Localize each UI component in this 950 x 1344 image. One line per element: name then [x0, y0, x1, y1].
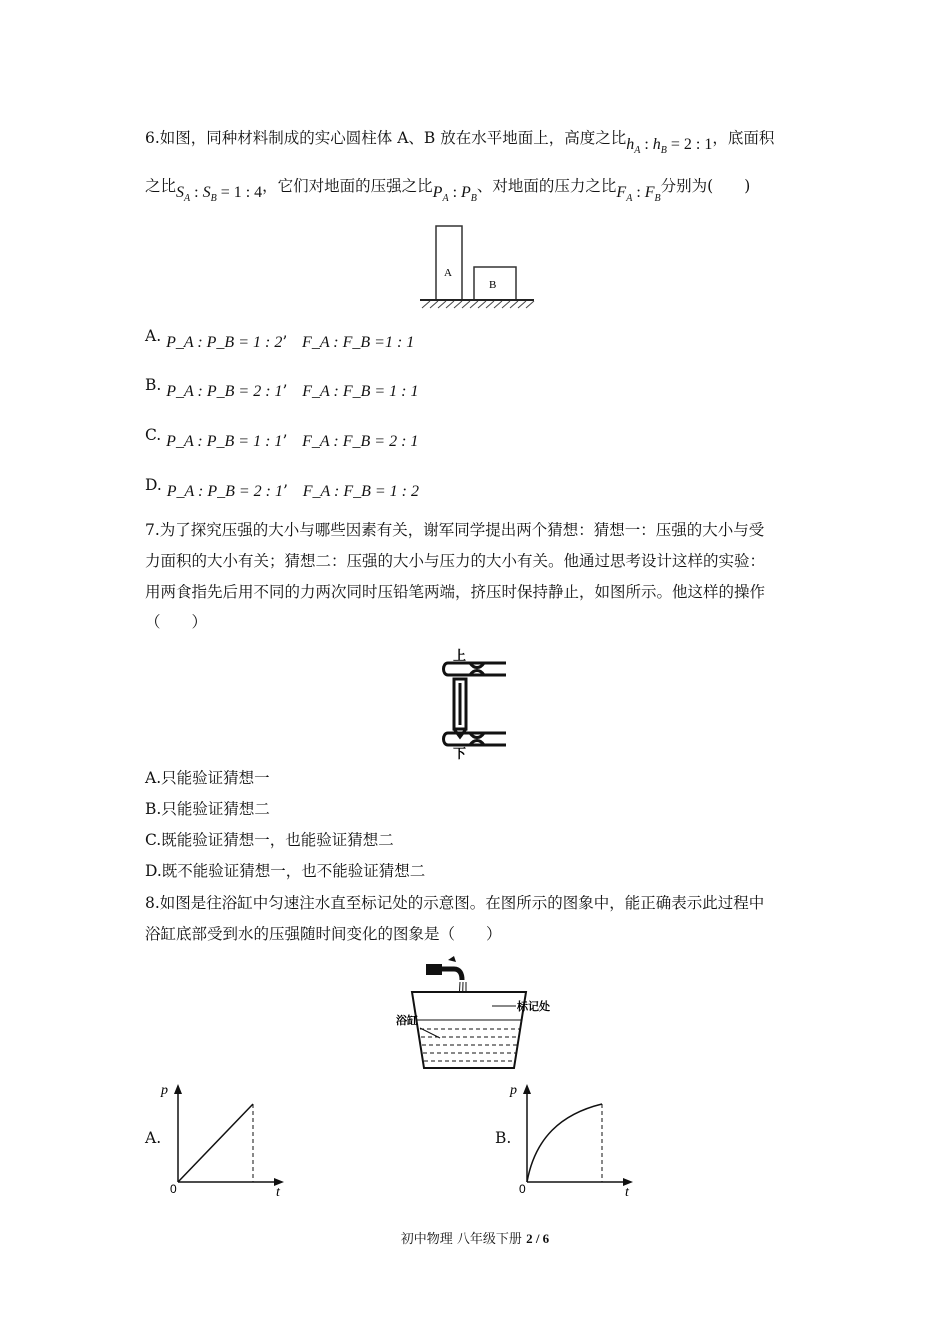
q6-text-2-end: 分别为( ): [660, 177, 751, 195]
q6-text-1-end: ，底面积: [712, 129, 775, 147]
q6-text-1: 6.如图，同种材料制成的实心圆柱体 A、B 放在水平地面上，高度之比: [145, 129, 627, 147]
q6-cylinder-figure: [418, 222, 536, 312]
page-number: 2 / 6: [526, 1231, 550, 1246]
q6-text-2-mid1: ，它们对地面的压强之比: [262, 177, 433, 195]
q6-option-c[interactable]: C. P_A : P_B = 1 : 1’ F_A : F_B = 2 : 1: [145, 426, 419, 450]
q6-line-1: [145, 128, 774, 155]
label-a: A: [444, 267, 452, 279]
label-bottom: 下: [453, 747, 467, 762]
faucet-handle: [426, 964, 442, 975]
q7-line-1: 7.为了探究压强的大小与哪些因素有关，谢军同学提出两个猜想：猜想一：压强的大小与受: [145, 521, 765, 539]
q6-text-2-start: 之比: [145, 177, 177, 195]
y-arrow: [523, 1084, 531, 1094]
q8-option-a[interactable]: A.: [145, 1129, 162, 1147]
label-mark: 标记处: [517, 1000, 550, 1013]
option-label: B.: [145, 376, 162, 394]
q7-line-4: （ ）: [145, 613, 208, 631]
q8-option-b[interactable]: B.: [495, 1129, 512, 1147]
q8-graph-a: [161, 1080, 290, 1200]
q8-line-1: 8.如图是往浴缸中匀速注水直至标记处的示意图。在图所示的图象中，能正确表示此过程中: [145, 894, 765, 912]
q6-ratio-f: $F_A$ : $F_B$: [616, 184, 661, 204]
footer-text: 初中物理 八年级下册: [400, 1232, 527, 1247]
cylinder-a: [436, 226, 462, 300]
q7-option-d[interactable]: D.既不能验证猜想一，也不能验证猜想二: [145, 862, 426, 880]
option-force: F_A : F_B = 1 : 1: [302, 383, 419, 400]
origin-label: 0: [170, 1182, 177, 1196]
q6-option-b[interactable]: B. P_A : P_B = 2 : 1’ F_A : F_B = 1 : 1: [145, 376, 419, 400]
option-pressure: P_A : P_B = 2 : 1: [166, 383, 283, 400]
label-tub: 浴缸: [396, 1014, 418, 1027]
y-label: p: [161, 1083, 168, 1098]
q8-graph-b: [510, 1080, 639, 1200]
label-b: B: [489, 279, 497, 291]
q6-ratio-p: $P_A$ : $P_B$: [432, 184, 477, 204]
q7-line-2: 力面积的大小有关；猜想二：压强的大小与压力的大小有关。他通过思考设计这样的实验：: [145, 552, 766, 570]
origin-label: 0: [519, 1182, 526, 1196]
q7-pencil-figure: [440, 645, 512, 760]
label-top: 上: [453, 649, 467, 664]
concave-curve: [527, 1104, 602, 1182]
q6-ratio-h: $h_A$ : $h_B = 2$ : 1: [626, 136, 713, 156]
bottom-finger: [444, 733, 507, 745]
option-force: F_A : F_B = 1 : 2: [302, 483, 419, 500]
option-force: F_A : F_B = 2 : 1: [302, 433, 419, 450]
option-label: D.: [145, 476, 162, 494]
faucet-knob: [448, 956, 456, 962]
option-pressure: P_A : P_B = 1 : 2: [166, 334, 283, 351]
page-footer: [0, 1228, 950, 1247]
ground-hatch: [422, 301, 534, 308]
q7-option-a[interactable]: A.只能验证猜想一: [145, 769, 270, 787]
option-pressure: P_A : P_B = 2 : 1: [166, 483, 284, 500]
x-label: t: [625, 1185, 629, 1200]
option-label: C.: [145, 426, 162, 444]
x-label: t: [276, 1185, 280, 1200]
q7-option-c[interactable]: C.既能验证猜想一，也能验证猜想二: [145, 831, 394, 849]
option-force: F_A : F_B =1 : 1: [302, 334, 415, 351]
option-label: A.: [145, 327, 162, 345]
q6-ratio-s: $S_A$ : $S_B = 1$ : 4: [176, 184, 263, 204]
option-pressure: P_A : P_B = 1 : 1: [166, 433, 283, 450]
linear-curve: [178, 1104, 253, 1182]
q6-line-2: [145, 176, 750, 203]
bathtub: [412, 992, 526, 1068]
top-finger: [444, 663, 507, 675]
y-arrow: [174, 1084, 182, 1094]
q7-option-b[interactable]: B.只能验证猜想二: [145, 800, 270, 818]
q6-option-a[interactable]: A. P_A : P_B = 1 : 2’ F_A : F_B =1 : 1: [145, 327, 415, 351]
y-label: p: [510, 1083, 517, 1098]
q6-option-d[interactable]: D. P_A : P_B = 2 : 1’ F_A : F_B = 1 : 2: [145, 476, 419, 500]
faucet-pipe: [442, 969, 462, 980]
q8-line-2: 浴缸底部受到水的压强随时间变化的图象是（ ）: [145, 925, 502, 943]
q7-line-3: 用两食指先后用不同的力两次同时压铅笔两端，挤压时保持静止，如图所示。他这样的操作: [145, 583, 766, 601]
q8-bathtub-figure: [392, 950, 557, 1075]
q6-text-2-mid2: 、对地面的压力之比: [476, 177, 617, 195]
